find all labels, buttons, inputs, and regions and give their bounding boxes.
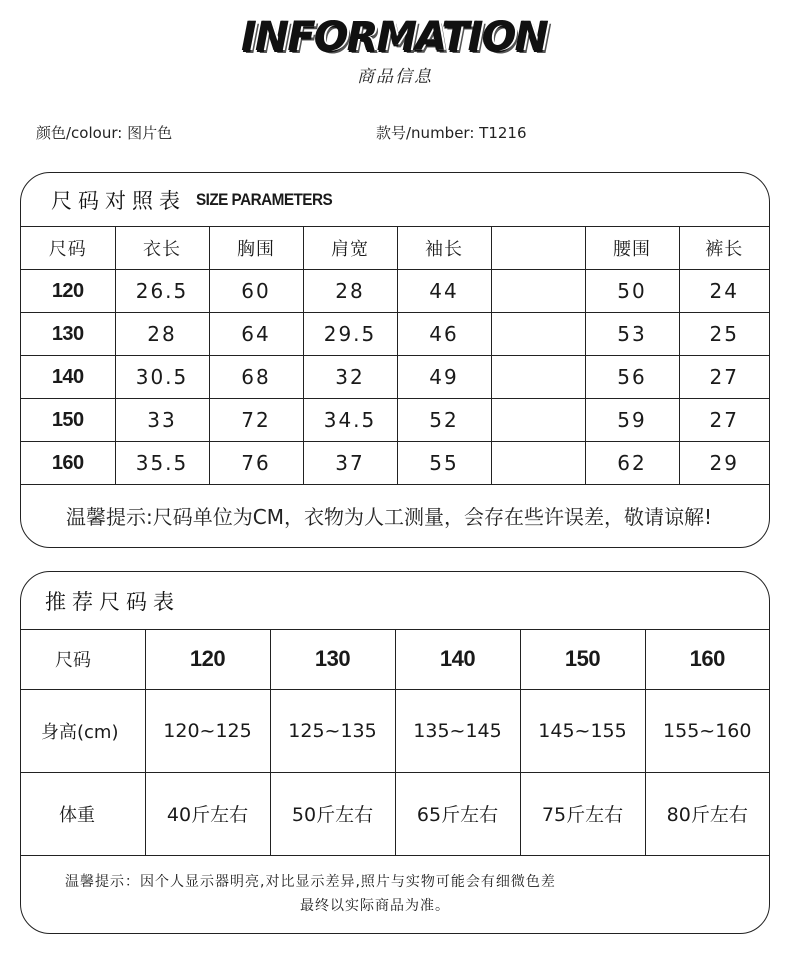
table-cell: 33 (115, 399, 209, 442)
recommend-note-line1: 温馨提示：因个人显示器明亮,对比显示差异,照片与实物可能会有细微色差 (65, 873, 556, 890)
table-cell: 25 (679, 313, 769, 356)
height-row (21, 689, 769, 772)
table-cell: 46 (397, 313, 491, 356)
number-label: 款号/number: (376, 124, 475, 142)
col-header: 腰围 (585, 227, 679, 270)
size-cell: 120 (145, 630, 270, 689)
table-cell: 60 (209, 270, 303, 313)
size-table-note: 温馨提示:尺码单位为CM，衣物为人工测量，会存在些许误差，敬请谅解! (66, 504, 712, 529)
table-row (21, 270, 769, 313)
table-cell: 145~155 (520, 689, 645, 772)
table-cell: 49 (397, 356, 491, 399)
table-cell: 35.5 (115, 442, 209, 485)
table-cell: 50 (585, 270, 679, 313)
size-table-title-en: SIZE PARAMETERS (196, 189, 333, 209)
table-row (21, 356, 769, 399)
table-cell (491, 356, 585, 399)
table-cell: 27 (679, 356, 769, 399)
size-cell: 150 (21, 399, 115, 442)
table-cell: 28 (115, 313, 209, 356)
col-header: 袖长 (397, 227, 491, 270)
col-header: 尺码 (21, 227, 115, 270)
size-table-header-row (21, 227, 769, 270)
table-row (21, 442, 769, 485)
table-cell: 27 (679, 399, 769, 442)
recommend-size-card (20, 571, 770, 934)
recommend-table-title: 推荐尺码表 (45, 589, 180, 614)
table-cell: 37 (303, 442, 397, 485)
row-label: 身高(cm) (21, 689, 145, 772)
table-cell: 75斤左右 (520, 772, 645, 855)
table-row (21, 313, 769, 356)
row-label: 体重 (21, 772, 145, 855)
row-label: 尺码 (21, 630, 145, 689)
table-cell: 68 (209, 356, 303, 399)
size-parameters-table (21, 227, 769, 545)
table-cell: 135~145 (395, 689, 520, 772)
table-cell: 40斤左右 (145, 772, 270, 855)
table-cell: 50斤左右 (270, 772, 395, 855)
table-cell (491, 399, 585, 442)
table-cell: 30.5 (115, 356, 209, 399)
table-cell (491, 442, 585, 485)
table-cell: 65斤左右 (395, 772, 520, 855)
recommend-size-header (21, 572, 769, 630)
table-cell: 125~135 (270, 689, 395, 772)
col-header (491, 227, 585, 270)
number-info (376, 122, 527, 143)
table-cell: 52 (397, 399, 491, 442)
table-cell: 26.5 (115, 270, 209, 313)
size-parameters-header (21, 173, 769, 227)
size-row (21, 630, 769, 689)
size-cell: 160 (645, 630, 769, 689)
table-cell: 59 (585, 399, 679, 442)
table-cell: 44 (397, 270, 491, 313)
colour-value: 图片色 (127, 124, 173, 142)
table-cell: 120~125 (145, 689, 270, 772)
number-value: T1216 (479, 124, 527, 142)
table-row (21, 399, 769, 442)
colour-info (36, 122, 172, 143)
weight-row (21, 772, 769, 855)
table-cell: 72 (209, 399, 303, 442)
table-cell: 24 (679, 270, 769, 313)
recommend-note (21, 855, 769, 932)
col-header: 裤长 (679, 227, 769, 270)
table-cell: 155~160 (645, 689, 769, 772)
table-cell: 32 (303, 356, 397, 399)
table-cell: 34.5 (303, 399, 397, 442)
table-cell: 80斤左右 (645, 772, 769, 855)
recommend-size-table (21, 630, 769, 932)
size-cell: 130 (270, 630, 395, 689)
table-cell: 28 (303, 270, 397, 313)
col-header: 胸围 (209, 227, 303, 270)
table-cell: 64 (209, 313, 303, 356)
colour-label: 颜色/colour: (36, 124, 123, 142)
table-cell: 55 (397, 442, 491, 485)
recommend-note-line2: 最终以实际商品为准。 (300, 897, 450, 914)
size-cell: 140 (21, 356, 115, 399)
table-cell (491, 313, 585, 356)
page-subtitle: 商品信息 (357, 67, 433, 87)
table-cell: 29.5 (303, 313, 397, 356)
col-header: 肩宽 (303, 227, 397, 270)
size-cell: 140 (395, 630, 520, 689)
size-cell: 150 (520, 630, 645, 689)
size-cell: 120 (21, 270, 115, 313)
size-table-title-zh: 尺码对照表 (51, 188, 186, 213)
size-cell: 130 (21, 313, 115, 356)
table-cell: 76 (209, 442, 303, 485)
table-cell (491, 270, 585, 313)
size-cell: 160 (21, 442, 115, 485)
col-header: 衣长 (115, 227, 209, 270)
table-cell: 29 (679, 442, 769, 485)
note-row (21, 485, 769, 546)
table-cell: 62 (585, 442, 679, 485)
size-parameters-card (20, 172, 770, 548)
note-row (21, 855, 769, 932)
table-cell: 56 (585, 356, 679, 399)
table-cell: 53 (585, 313, 679, 356)
page-title: INFORMATION (241, 14, 549, 60)
